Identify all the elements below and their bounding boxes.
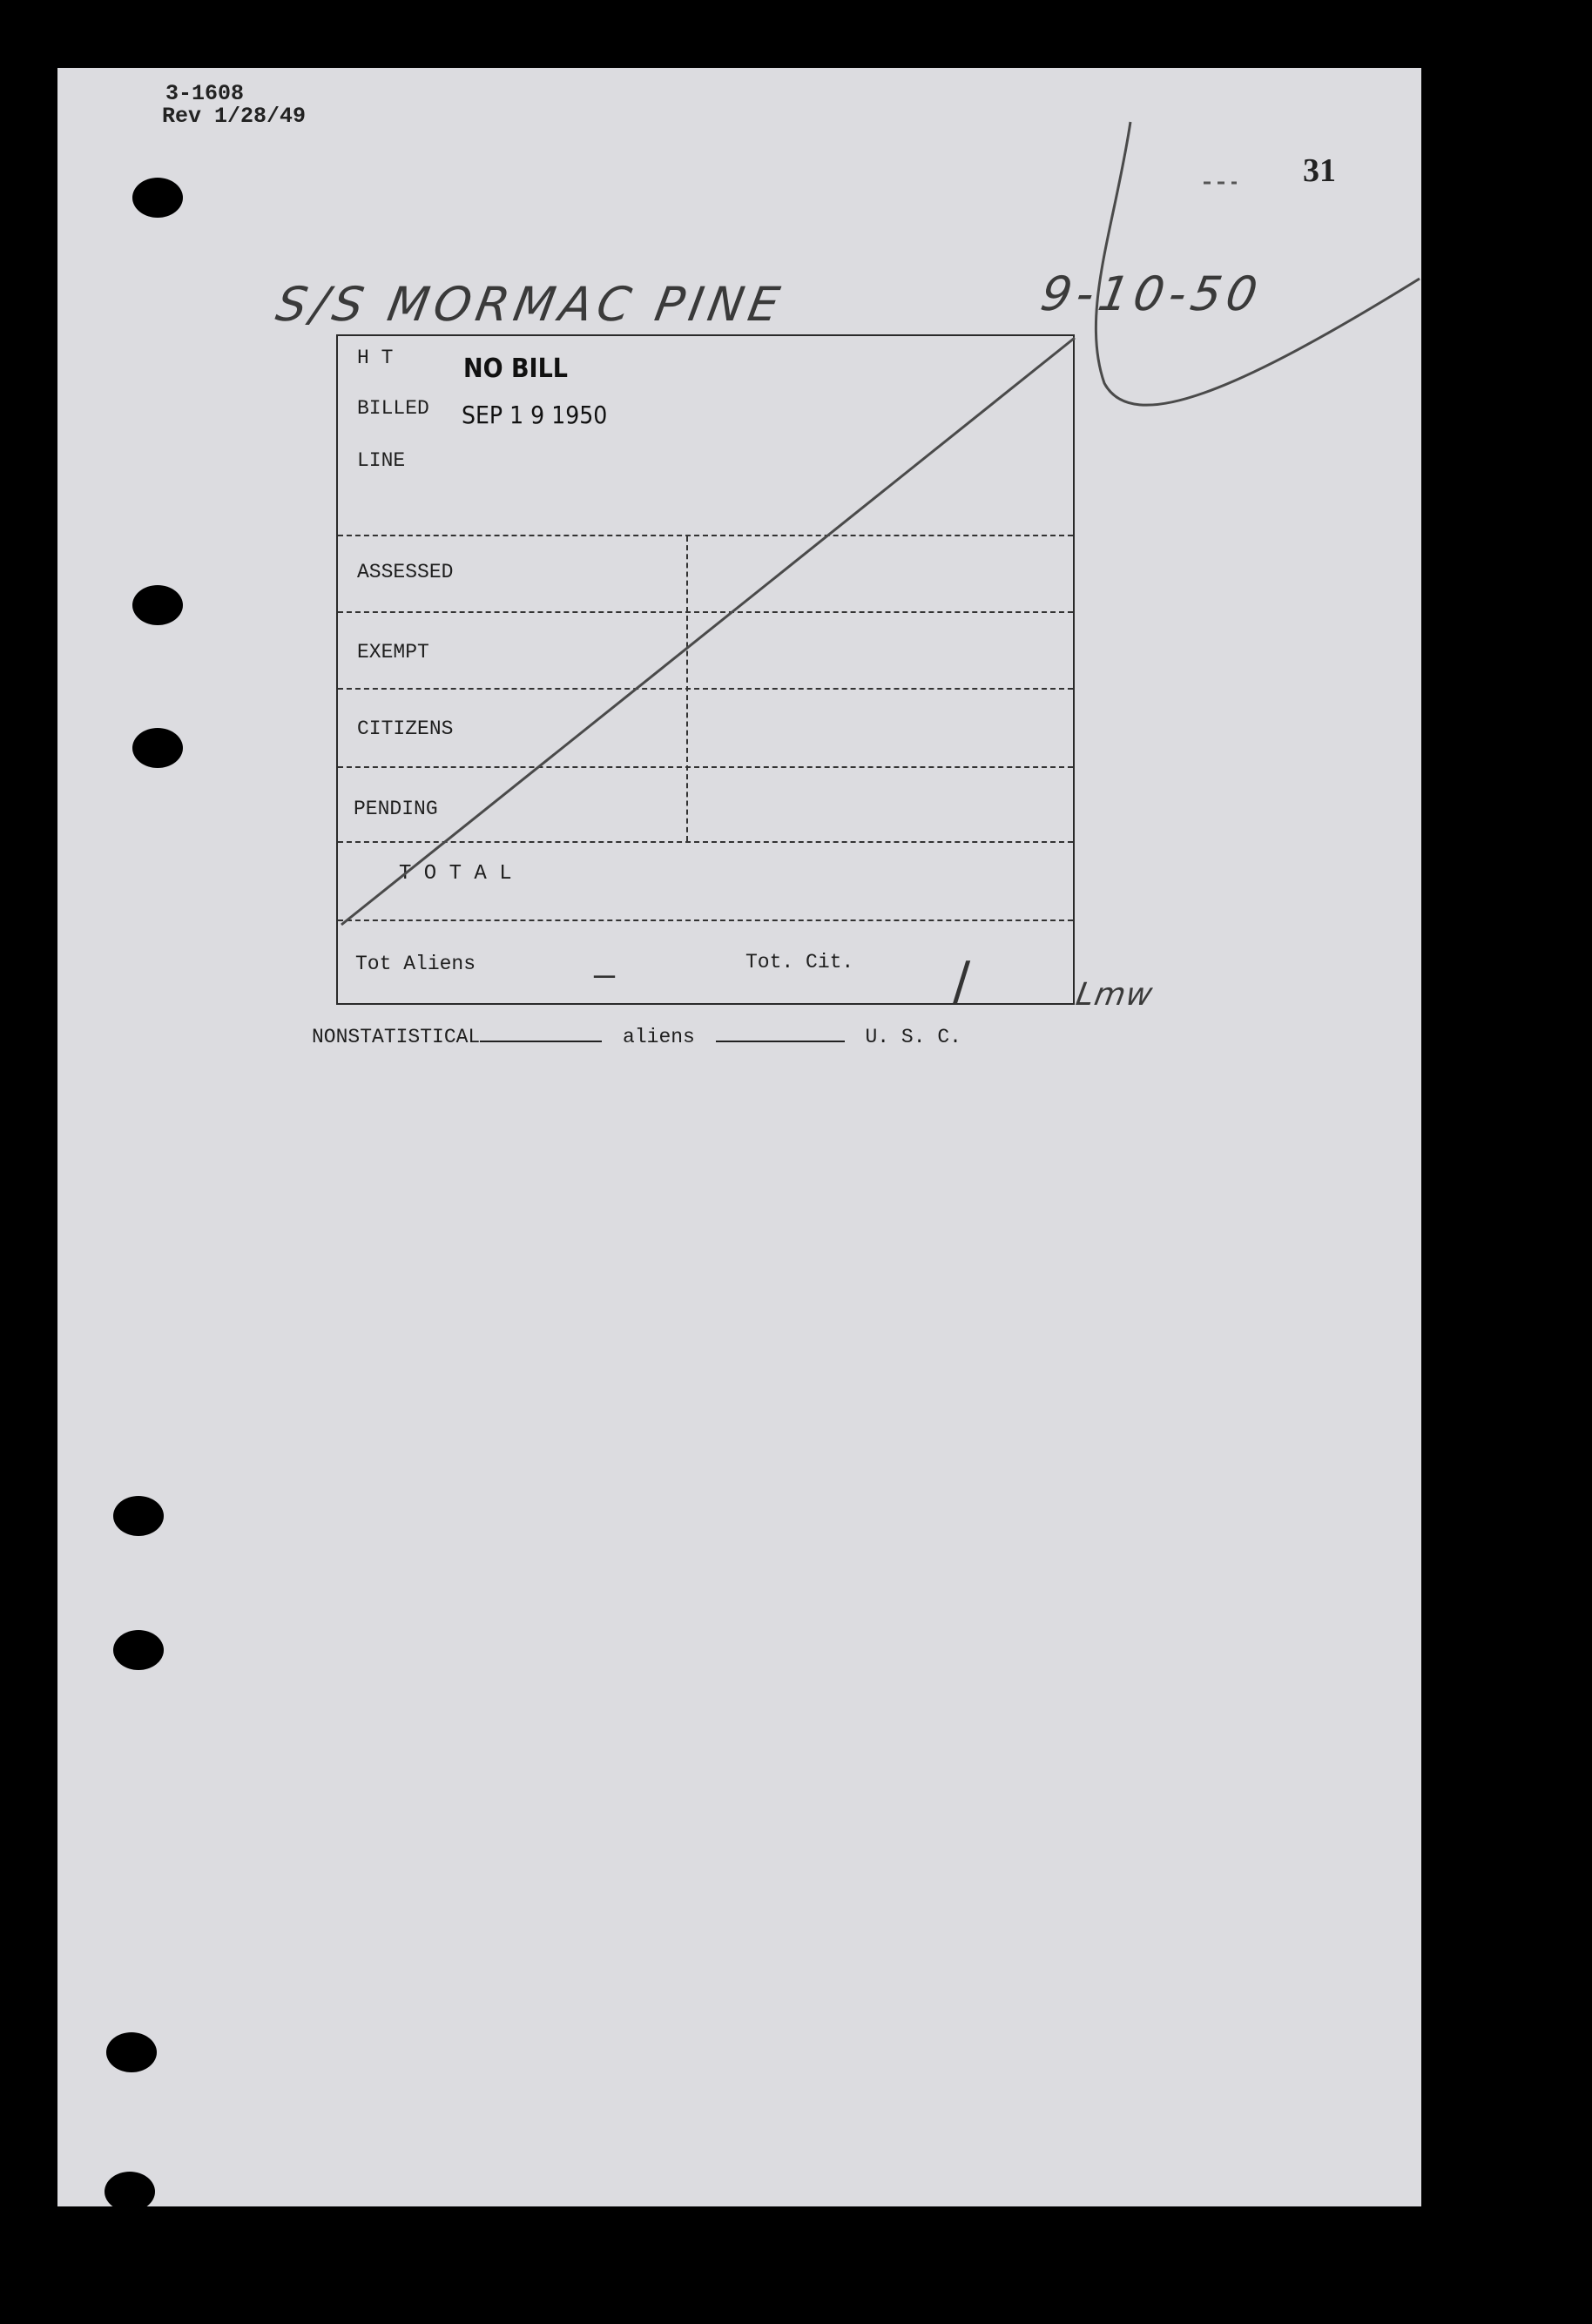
line-label: LINE (357, 449, 406, 472)
page-number: 31 (1303, 152, 1336, 189)
exempt-label: EXEMPT (357, 641, 429, 664)
nonstatistical-label: NONSTATISTICAL (312, 1026, 481, 1048)
vessel-name-handwritten: S/S MORMAC PINE (272, 277, 789, 332)
check-curve-mark (1096, 122, 1420, 405)
tot-cit-label: Tot. Cit. (745, 951, 854, 973)
pending-label: PENDING (354, 798, 438, 820)
assessed-label: ASSESSED (357, 561, 454, 583)
aliens-label: aliens (623, 1026, 695, 1048)
billed-label: BILLED (357, 397, 429, 420)
usc-label: U. S. C. (865, 1026, 961, 1048)
stamp-date: SEP 1 9 1950 (462, 401, 608, 429)
tot-aliens-label: Tot Aliens (355, 953, 476, 975)
citizens-label: CITIZENS (357, 717, 454, 740)
initials-handwritten: Lmw (1073, 977, 1157, 1013)
tot-aliens-value: — (594, 958, 616, 997)
total-label: T O T A L (399, 862, 512, 886)
arrival-date-handwritten: 9-10-50 (1036, 266, 1267, 321)
form-number: 3-1608 (165, 81, 245, 106)
form-revision: Rev 1/28/49 (162, 104, 307, 129)
no-bill-stamp: NO BILL (463, 354, 568, 384)
cancel-diagonal-line (341, 338, 1075, 925)
tot-cit-value: / (953, 951, 971, 1012)
ht-label: H T (357, 347, 394, 369)
